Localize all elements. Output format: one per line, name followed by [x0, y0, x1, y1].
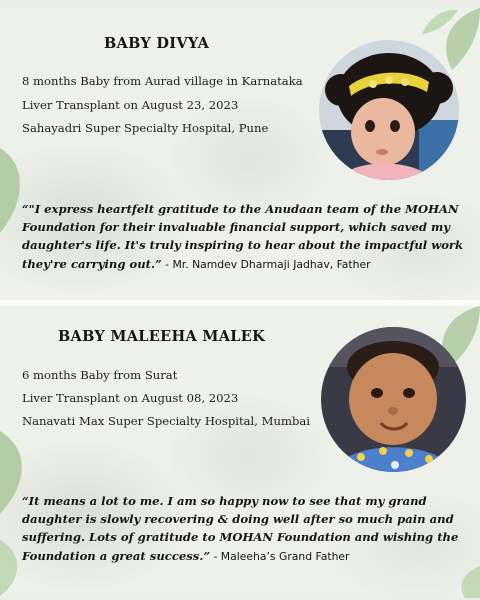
quote-attribution: - Mr. Namdev Dharmaji Jadhav, Father [161, 257, 371, 271]
story-detail: Liver Transplant on August 08, 2023 [22, 391, 239, 405]
quote-text: “It means a lot to me. I am so happy now to see that my grand daughter is slowly recovering & doing well after so much pain and suffering. Lots of gratitude to MOHAN Foundation and wishing the Foundation a great success.” [22, 494, 459, 563]
story-card-maleeha [0, 306, 480, 598]
story-detail: 6 months Baby from Surat [22, 368, 178, 382]
story-detail: Sahayadri Super Specialty Hospital, Pune [22, 121, 269, 135]
quote-text: “"I express heartfelt gratitude to the Anudaan team of the MOHAN Foundation for their invaluable financial support, which saved my daughter's life. It's truly inspiring to hear about the impactful work they're carrying out.” [22, 202, 464, 271]
baby-girl-photo [319, 40, 459, 180]
leaf-decoration-icon [420, 8, 460, 36]
story-card-divya [0, 8, 480, 300]
story-name: BABY MALEEHA MALEK [58, 328, 266, 345]
story-quote [22, 200, 467, 274]
story-detail: Nanavati Max Super Specialty Hospital, Mumbai [22, 414, 311, 428]
story-quote [22, 492, 467, 566]
story-name: BABY DIVYA [104, 35, 210, 52]
baby-photo [321, 327, 466, 472]
story-detail: 8 months Baby from Aurad village in Karnataka [22, 74, 303, 88]
quote-attribution: - Maleeha’s Grand Father [210, 549, 350, 563]
story-detail: Liver Transplant on August 23, 2023 [22, 98, 239, 112]
leaf-decoration-icon [455, 566, 480, 598]
